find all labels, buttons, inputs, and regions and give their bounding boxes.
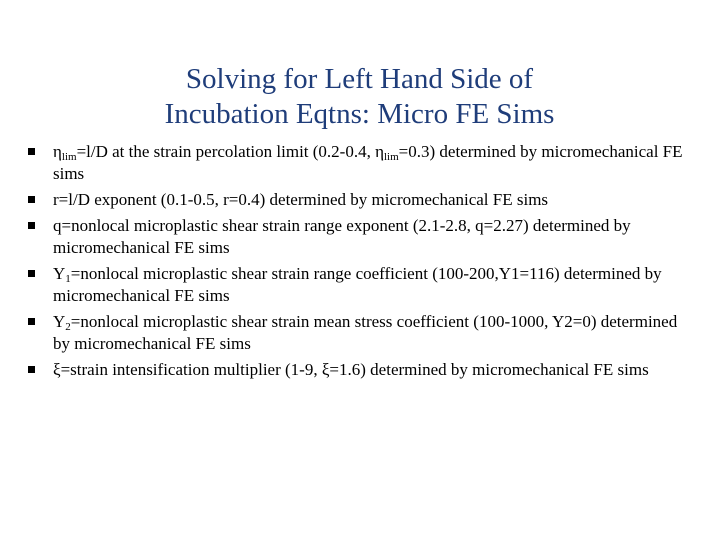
bullet-item [28, 189, 698, 211]
bullet-text: q=nonlocal microplastic shear strain range exponent (2.1-2.8, q=2.27) determined by micromechanical FE sims [53, 216, 631, 257]
bullet-item [28, 311, 698, 355]
subscript-2: 2 [65, 321, 71, 333]
square-bullet-icon [28, 270, 35, 277]
symbol-xi: ξ [321, 360, 330, 379]
symbol-eta: η [375, 142, 384, 161]
subscript-lim: lim [383, 151, 399, 163]
slide-title [0, 62, 719, 132]
square-bullet-icon [28, 148, 35, 155]
bullet-text: =nonlocal microplastic shear strain range coefficient (100-200,Y1=116) determined by micromechanical FE sims [53, 264, 662, 305]
square-bullet-icon [28, 222, 35, 229]
square-bullet-icon [28, 366, 35, 373]
bullet-item [28, 215, 698, 259]
symbol-eta: η [53, 142, 62, 161]
bullet-text: =0.3) determined by micromechanical FE sims [53, 142, 683, 183]
subscript-1: 1 [65, 273, 71, 285]
square-bullet-icon [28, 318, 35, 325]
square-bullet-icon [28, 196, 35, 203]
title-line-1: Solving for Left Hand Side of [185, 63, 534, 95]
bullet-list [28, 141, 698, 385]
bullet-text: =strain intensification multiplier (1-9, [60, 360, 322, 379]
title-line-2: Incubation Eqtns: Micro FE Sims [164, 98, 555, 130]
bullet-item [28, 141, 698, 185]
bullet-text: =1.6) determined by micromechanical FE sims [329, 360, 649, 379]
symbol-y: Y [53, 312, 66, 331]
symbol-xi: ξ [53, 360, 61, 379]
subscript-lim: lim [61, 151, 77, 163]
symbol-y: Y [53, 264, 66, 283]
bullet-item [28, 359, 698, 381]
bullet-item [28, 263, 698, 307]
bullet-text: =nonlocal microplastic shear strain mean stress coefficient (100-1000, Y2=0) determined by micromechanical FE sims [53, 312, 678, 353]
bullet-text: r=l/D exponent (0.1-0.5, r=0.4) determined by micromechanical FE sims [53, 190, 549, 209]
bullet-text: =l/D at the strain percolation limit (0.2-0.4, [76, 142, 376, 161]
